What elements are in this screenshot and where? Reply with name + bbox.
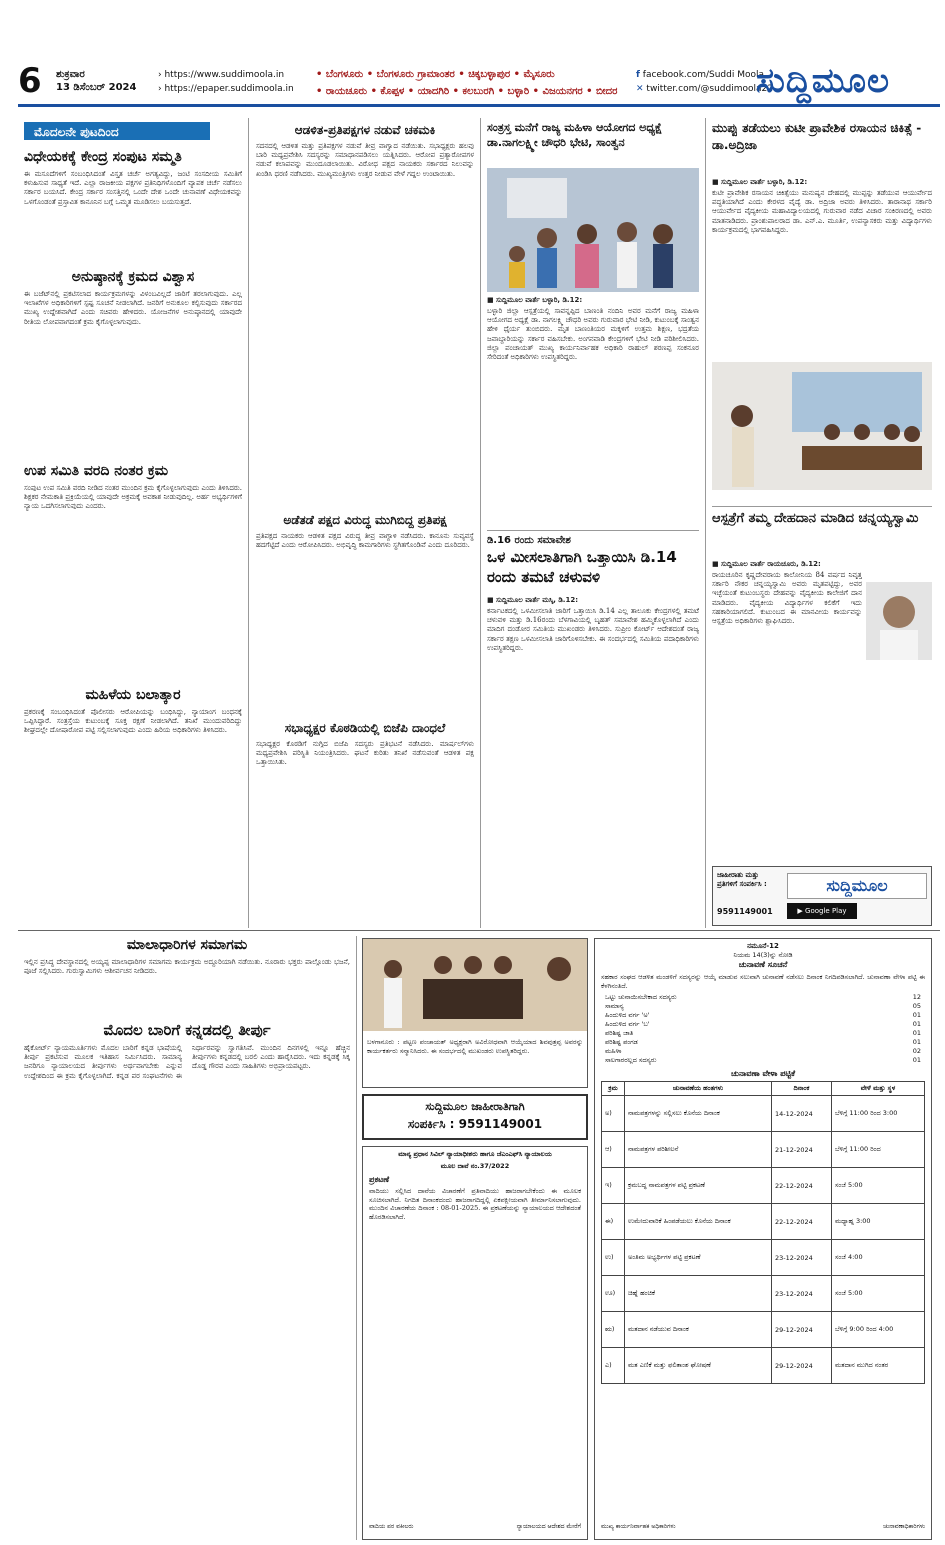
article-body-donation: [712, 560, 862, 860]
schedule-cell: ಆ): [602, 1132, 625, 1168]
section-rule: [712, 506, 932, 507]
article-subcommittee: [24, 462, 242, 662]
seat-label: ಪರಿಶಿಷ್ಟ ಜಾತಿ: [605, 1029, 634, 1038]
section-rule: [487, 530, 699, 531]
column-divider: [705, 118, 706, 928]
page-number: 6: [18, 61, 42, 101]
seat-row: [605, 1038, 921, 1047]
schedule-cell: ಸಂಜೆ 4:00: [831, 1240, 924, 1276]
article-women-commission-head: [487, 120, 699, 166]
schedule-cell: ಎ): [602, 1348, 625, 1384]
headline: ಅಡೆತಡೆ ಪಕ್ಷದ ವಿರುದ್ಧ ಮುಗಿಬಿದ್ದ ಪ್ರತಿಪಕ್ಷ: [283, 513, 447, 527]
headline: ಒಳ ಮೀಸಲಾತಿಗಾಗಿ ಒತ್ತಾಯಿಸಿ ಡಿ.14 ರಂದು ತಮಟೆ ಚಳುವಳಿ: [487, 548, 677, 586]
schedule-cell: ಈ): [602, 1204, 625, 1240]
seat-value: 01: [912, 1020, 921, 1029]
schedule-cell: ಇ): [602, 1168, 625, 1204]
play-icon: ▶: [797, 907, 803, 915]
website-links: [158, 68, 294, 96]
social-links: [636, 68, 773, 96]
schedule-cell: 23-12-2024: [771, 1276, 831, 1312]
article-body: ಬಳ್ಳಾರಿ ಜಿಲ್ಲಾ ಆಸ್ಪತ್ರೆಯಲ್ಲಿ ಸಾವನ್ನಪ್ಪಿದ ಬಾಣಂತಿ ನಂದಿನಿ ಅವರ ಮನೆಗೆ ರಾಜ್ಯ ಮಹಿಳಾ ಆಯೋಗದ ಅಧ್ಯಕ್ಷೆ ಡಾ. ನಾಗಲಕ್ಷ್ಮಿ ಚೌಧರಿ ಅವರು ಗುರುವಾರ ಭೇಟಿ ನೀಡಿ, ಕುಟುಂಬಕ್ಕೆ ಸಾಂತ್ವನ ಹೇಳಿ ಧೈರ್ಯ ತುಂಬಿದರು. ಮೃತ ಬಾಣಂತಿಯರ ಮಕ್ಕಳಿಗೆ ಉತ್ತಮ ಶಿಕ್ಷಣ, ಭದ್ರತೆಯ ಜವಾಬ್ದಾರಿಯನ್ನು ಸರ್ಕಾರ ವಹಿಸಬೇಕು. ಅಂಗನವಾಡಿ ಕೇಂದ್ರಗಳಿಗೆ ಭೇಟಿ ನೀಡಿ ಪರಿಶೀಲಿಸಿದರು. ಜಿಲ್ಲಾ ಪಂಚಾಯತ್ ಮುಖ್ಯ ಕಾರ್ಯನಿರ್ವಾಹಕ ಅಧಿಕಾರಿ ರಾಹುಲ್ ಶರಣಪ್ಪ ಸಂಕನೂರ ಸೇರಿದಂತೆ ಅಧಿಕಾರಿಗಳು ಉಪಸ್ಥಿತರಿದ್ದರು.: [487, 307, 699, 362]
article-women-commission: [487, 296, 699, 524]
byline: ■ ಸುದ್ದಿಮೂಲ ವಾರ್ತೆ ಬಳ್ಳಾರಿ, ಡಿ.12:: [712, 178, 808, 186]
schedule-cell: 23-12-2024: [771, 1240, 831, 1276]
ad-contact-box: [362, 1094, 588, 1140]
notice-body: ವಾದಿಯು ಸಲ್ಲಿಸಿದ ದಾವೆಯ ವಿಚಾರಣೆಗೆ ಪ್ರತಿವಾದಿಯು ಹಾಜರಾಗಬೇಕೆಂದು ಈ ಮೂಲಕ ಸೂಚಿಸಲಾಗಿದೆ. ನಿಗದಿತ ದಿನಾಂಕದಂದು ಹಾಜರಾಗದಿದ್ದಲ್ಲಿ ಏಕಪಕ್ಷೀಯವಾಗಿ ತೀರ್ಮಾನಿಸಲಾಗುವುದು. ಮುಂದಿನ ವಿಚಾರಣೆಯ ದಿನಾಂಕ : 08-01-2025. ಈ ಪ್ರಕಟಣೆಯನ್ನು ನ್ಯಾಯಾಲಯದ ಆದೇಶದಂತೆ ಹೊರಡಿಸಲಾಗಿದೆ.: [369, 1187, 581, 1221]
promo-logo: ಸುದ್ದಿಮೂಲ: [787, 873, 927, 899]
schedule-header-cell: ವೇಳೆ ಮತ್ತು ಸ್ಥಳ: [831, 1082, 924, 1096]
article-implementation: [24, 268, 242, 458]
byline: ■ ಸುದ್ದಿಮೂಲ ವಾರ್ತೆ ಮಸ್ಕಿ, ಡಿ.12:: [487, 596, 579, 604]
schedule-cell: ಋ): [602, 1312, 625, 1348]
article-ayurveda: [712, 178, 932, 358]
news-photo: [487, 168, 699, 292]
article-body: ಸಭಾಧ್ಯಕ್ಷರ ಕೊಠಡಿಗೆ ನುಗ್ಗಿದ ಬಿಜೆಪಿ ಸದಸ್ಯರು ಪ್ರತಿಭಟನೆ ನಡೆಸಿದರು. ಮಾರ್ಷಲ್‌ಗಳು ಮಧ್ಯಪ್ರವೇಶಿಸಿ ಪರಿಸ್ಥಿತಿ ನಿಯಂತ್ರಿಸಿದರು. ಘಟನೆ ಕುರಿತು ತನಿಖೆ ನಡೆಸುವಂತೆ ಆಡಳಿತ ಪಕ್ಷ ಒತ್ತಾಯಿಸಿತು.: [256, 740, 474, 767]
article-assembly-clash: [256, 122, 474, 452]
ad-contact-line1: ಸುದ್ದಿಮೂಲ ಜಾಹೀರಾತಿಗಾಗಿ: [425, 1100, 525, 1113]
headline: ಆಸ್ಪತ್ರೆಗೆ ತಮ್ಮ ದೇಹದಾನ ಮಾಡಿದ ಚನ್ನಯ್ಯಸ್ವಾಮಿ: [712, 511, 919, 526]
schedule-row: [602, 1276, 925, 1312]
schedule-cell: 29-12-2024: [771, 1312, 831, 1348]
schedule-header-cell: ದಿನಾಂಕ: [771, 1082, 831, 1096]
masthead: [18, 62, 940, 100]
seat-value: 01: [912, 1029, 921, 1038]
photo-ad: [362, 938, 588, 1088]
article-body: ಹೈಕೋರ್ಟ್ ನ್ಯಾಯಮೂರ್ತಿಗಳು ಮೊದಲ ಬಾರಿಗೆ ಕನ್ನಡ ಭಾಷೆಯಲ್ಲಿ ತೀರ್ಪು ಪ್ರಕಟಿಸುವ ಮೂಲಕ ಇತಿಹಾಸ ನಿರ್ಮಿಸಿದರು. ಸಾಮಾನ್ಯ ಜನರಿಗೂ ನ್ಯಾಯಾಲಯದ ತೀರ್ಪುಗಳು ಅರ್ಥವಾಗಬೇಕು ಎನ್ನುವ ಉದ್ದೇಶದಿಂದ ಈ ಕ್ರಮ ಕೈಗೊಳ್ಳಲಾಗಿದೆ. ಕನ್ನಡ ಪರ ಸಂಘಟನೆಗಳು ಈ ನಿರ್ಧಾರವನ್ನು ಸ್ವಾಗತಿಸಿವೆ. ಮುಂದಿನ ದಿನಗಳಲ್ಲಿ ಇನ್ನೂ ಹೆಚ್ಚಿನ ತೀರ್ಪುಗಳು ಕನ್ನಡದಲ್ಲಿ ಬರಲಿ ಎಂದು ಹಾರೈಸಿದರು. ಇದು ಕನ್ನಡಕ್ಕೆ ಸಿಕ್ಕ ದೊಡ್ಡ ಗೌರವ ಎಂದು ಸಾಹಿತಿಗಳು ಅಭಿಪ್ರಾಯಪಟ್ಟರು.: [24, 1044, 350, 1080]
article-body-donation-head: [712, 510, 932, 556]
article-body: ಇಲ್ಲಿನ ಪ್ರಸಿದ್ಧ ದೇವಸ್ಥಾನದಲ್ಲಿ ಅಯ್ಯಪ್ಪ ಮಾಲಾಧಾರಿಗಳ ಸಮಾಗಮ ಕಾರ್ಯಕ್ರಮ ಅದ್ದೂರಿಯಾಗಿ ನಡೆಯಿತು. ನೂರಾರು ಭಕ್ತರು ಪಾಲ್ಗೊಂಡು ಭಜನೆ, ಪೂಜೆ ಸಲ್ಲಿಸಿದರು. ಗುರುಸ್ವಾಮಿಗಳು ಆಶೀರ್ವಚನ ನೀಡಿದರು.: [24, 958, 350, 976]
seat-label: ಸಾಮಾನ್ಯ: [605, 1002, 624, 1011]
article-reservation-head: [487, 534, 699, 594]
schedule-cell: ನಾಮಪತ್ರಗಳನ್ನು ಸಲ್ಲಿಸಲು ಕೊನೆಯ ದಿನಾಂಕ: [625, 1096, 772, 1132]
schedule-title: ಚುನಾವಣಾ ವೇಳಾ ಪಟ್ಟಿಕೆ: [730, 1069, 796, 1079]
article-opposition: [256, 512, 474, 682]
promo-label: ಜಾಹೀರಾತು ಮತ್ತು ಪ್ರತಿಗಳಿಗೆ ಸಂಪರ್ಕಿಸಿ :: [717, 871, 767, 888]
article-body: ರಾಯಚೂರಿನ ಕೃಷ್ಣದೇವರಾಯ ಕಾಲೋನಿಯ 84 ವರ್ಷದ ನಿವೃತ್ತ ಸರ್ಕಾರಿ ನೌಕರ ಚನ್ನಯ್ಯಸ್ವಾಮಿ ಅವರು ಮೃತಪಟ್ಟಿದ್ದು, ಅವರ ಇಚ್ಛೆಯಂತೆ ಕುಟುಂಬಸ್ಥರು ದೇಹವನ್ನು ವೈದ್ಯಕೀಯ ಕಾಲೇಜಿಗೆ ದಾನ ಮಾಡಿದರು. ವೈದ್ಯಕೀಯ ವಿದ್ಯಾರ್ಥಿಗಳ ಕಲಿಕೆಗೆ ಇದು ಸಹಕಾರಿಯಾಗಲಿದೆ. ಕುಟುಂಬದ ಈ ಮಾನವೀಯ ಕಾರ್ಯವನ್ನು ಆಸ್ಪತ್ರೆಯ ಅಧಿಕಾರಿಗಳು ಶ್ಲಾಘಿಸಿದರು.: [712, 571, 862, 626]
ad-contact-line2: ಸಂಪರ್ಕಿಸಿ : 9591149001: [407, 1117, 543, 1131]
schedule-cell: ಮತ ಎಣಿಕೆ ಮತ್ತು ಫಲಿತಾಂಶ ಘೋಷಣೆ: [625, 1348, 772, 1384]
schedule-cell: ಕ್ರಮಬದ್ಧ ನಾಮಪತ್ರಗಳ ಪಟ್ಟಿ ಪ್ರಕಟಣೆ: [625, 1168, 772, 1204]
seat-label: ಮಹಿಳಾ: [605, 1047, 622, 1056]
subscription-promo[interactable]: [712, 866, 932, 926]
issue-date: ಶುಕ್ರವಾರ 13 ಡಿಸೆಂಬರ್ 2024: [56, 69, 137, 93]
article-body: ಕರ್ನಾಟಕದಲ್ಲಿ ಒಳಮೀಸಲಾತಿ ಜಾರಿಗೆ ಒತ್ತಾಯಿಸಿ ಡಿ.14 ಎಲ್ಲ ತಾಲೂಕು ಕೇಂದ್ರಗಳಲ್ಲಿ ತಮಟೆ ಚಳುವಳಿ ಮತ್ತು ಡಿ.16ರಂದು ಬೆಳಗಾವಿಯಲ್ಲಿ ಬೃಹತ್ ಸಮಾವೇಶ ಹಮ್ಮಿಕೊಳ್ಳಲಾಗಿದೆ ಎಂದು ಮಾದಿಗ ದಂಡೋರ ಸಮಿತಿಯ ಮುಖಂಡರು ತಿಳಿಸಿದರು. ಸುಪ್ರೀಂ ಕೋರ್ಟ್ ಆದೇಶದಂತೆ ರಾಜ್ಯ ಸರ್ಕಾರ ತಕ್ಷಣ ಒಳಮೀಸಲಾತಿ ಜಾರಿಗೊಳಿಸಬೇಕು. ಈ ಸಂದರ್ಭದಲ್ಲಿ ಸಮಿತಿಯ ಪದಾಧಿಕಾರಿಗಳು ಉಪಸ್ಥಿತರಿದ್ದರು.: [487, 607, 699, 652]
schedule-header-cell: ಚುನಾವಣೆಯ ಹಂತಗಳು: [625, 1082, 772, 1096]
epaper-link[interactable]: › https://epaper.suddimoola.in: [158, 84, 294, 94]
google-play-badge[interactable]: ▶ Google Play: [787, 903, 857, 919]
article-body: ಕುಟೀ ಪ್ರಾವೇಶಿಕ ರಸಾಯನ ಚಿಕಿತ್ಸೆಯು ಮನುಷ್ಯನ ದೇಹದಲ್ಲಿ ಮುಪ್ಪನ್ನು ತಡೆಯುವ ಆಯುರ್ವೇದ ಪದ್ಧತಿಯಾಗಿದೆ ಎಂದು ಕೇರಳದ ವೈದ್ಯೆ ಡಾ. ಅದ್ರಿಜಾ ಅವರು ತಿಳಿಸಿದರು. ತಾರಾನಾಥ ಸರ್ಕಾರಿ ಆಯುರ್ವೇದ ವೈದ್ಯಕೀಯ ಮಹಾವಿದ್ಯಾಲಯದಲ್ಲಿ ಗುರುವಾರ ನಡೆದ ವಿಚಾರ ಸಂಕಿರಣದಲ್ಲಿ ಅವರು ಮಾತನಾಡಿದರು. ಪ್ರಾಂಶುಪಾಲರಾದ ಡಾ. ಎನ್.ಎ. ಮೂರ್ತಿ, ಉಪನ್ಯಾಸಕರು ಮತ್ತು ವಿದ್ಯಾರ್ಥಿಗಳು ಕಾರ್ಯಕ್ರಮದಲ್ಲಿ ಭಾಗವಹಿಸಿದ್ದರು.: [712, 189, 932, 234]
article-ayurveda-head: [712, 120, 932, 166]
seat-row: [605, 1020, 921, 1029]
article-cabinet: [24, 148, 242, 268]
schedule-header-row: [602, 1082, 925, 1096]
article-assault: [24, 686, 242, 916]
seat-value: 05: [912, 1002, 921, 1011]
schedule-cell: ಊ): [602, 1276, 625, 1312]
seat-row: [605, 993, 921, 1002]
seat-list: [595, 993, 931, 1065]
schedule-row: [602, 1204, 925, 1240]
seat-label: ಪರಿಶಿಷ್ಟ ಪಂಗಡ: [605, 1038, 638, 1047]
schedule-row: [602, 1348, 925, 1384]
article-body: ಈ ಬಜೆಟ್‌ನಲ್ಲಿ ಪ್ರಕಟಿಸಲಾದ ಕಾರ್ಯಕ್ರಮಗಳನ್ನು ವಿಳಂಬವಿಲ್ಲದೆ ಜಾರಿಗೆ ತರಲಾಗುವುದು. ಎಲ್ಲ ಇಲಾಖೆಗಳ ಅಧಿಕಾರಿಗಳಿಗೆ ಸ್ಪಷ್ಟ ಸೂಚನೆ ನೀಡಲಾಗಿದೆ. ಜನರಿಗೆ ಅನುಕೂಲ ಕಲ್ಪಿಸುವುದು ಸರ್ಕಾರದ ಮುಖ್ಯ ಉದ್ದೇಶವಾಗಿದೆ ಎಂದು ಸಚಿವರು ಹೇಳಿದರು. ಯೋಜನೆಗಳ ಅನುಷ್ಠಾನದಲ್ಲಿ ಯಾವುದೇ ರೀತಿಯ ಲೋಪವಾಗದಂತೆ ಕ್ರಮ ಕೈಗೊಳ್ಳಲಾಗುವುದು.: [24, 290, 242, 326]
event-photo: [712, 362, 932, 490]
masthead-rule: [18, 104, 940, 107]
column-divider: [248, 118, 249, 928]
newspaper-logo: ಸುದ್ದಿಮೂಲ: [756, 61, 890, 101]
schedule-cell: ಉಮೇದುವಾರಿಕೆ ಹಿಂಪಡೆಯಲು ಕೊನೆಯ ದಿನಾಂಕ: [625, 1204, 772, 1240]
schedule-cell: ಬೆಳಿಗ್ಗೆ 11:00 ರಿಂದ 3:00: [831, 1096, 924, 1132]
subheadline: ಡಿ.16 ರಂದು ಸಮಾವೇಶ: [487, 535, 571, 546]
schedule-row: [602, 1168, 925, 1204]
seat-row: [605, 1047, 921, 1056]
schedule-table: [601, 1081, 925, 1384]
seat-value: 01: [912, 1011, 921, 1020]
headline: ಮಹಿಳೆಯ ಬಲಾತ್ಕಾರ: [85, 687, 181, 703]
schedule-cell: ಮತದಾನ ನಡೆಯುವ ದಿನಾಂಕ: [625, 1312, 772, 1348]
schedule-cell: ಬೆಳಿಗ್ಗೆ 9:00 ರಿಂದ 4:00: [831, 1312, 924, 1348]
notice-form: ನಮೂನೆ-12: [747, 942, 779, 950]
notice-case: ಮೂಲ ದಾವೆ ನಂ.37/2022: [440, 1162, 510, 1170]
notice-sign-right: ನ್ಯಾಯಾಲಯದ ಆದೇಶದ ಮೇರೆಗೆ: [516, 1523, 581, 1530]
election-notice: [594, 938, 932, 1540]
schedule-cell: ಅಂತಿಮ ಅಭ್ಯರ್ಥಿಗಳ ಪಟ್ಟಿ ಪ್ರಕಟಣೆ: [625, 1240, 772, 1276]
headline: ಮಾಲಾಧಾರಿಗಳ ಸಮಾಗಮ: [126, 937, 248, 953]
bottom-rule: [18, 930, 940, 931]
section-banner: ಮೊದಲನೇ ಪುಟದಿಂದ: [24, 122, 210, 140]
headline: ಅನುಷ್ಠಾನಕ್ಕೆ ಕ್ರಮದ ವಿಶ್ವಾಸ: [71, 269, 195, 285]
schedule-cell: ಸಂಜೆ 5:00: [831, 1276, 924, 1312]
schedule-header-cell: ಕ್ರಮ: [602, 1082, 625, 1096]
article-kannada-verdict: [24, 1020, 350, 1540]
headline: ಮುಪ್ಪು ತಡೆಯಲು ಕುಟೀ ಪ್ರಾವೇಶಿಕ ರಸಾಯನ ಚಿಕಿತ್ಸೆ - ಡಾ.ಅದ್ರಿಜಾ: [712, 121, 922, 152]
headline: ಮೊದಲ ಬಾರಿಗೆ ಕನ್ನಡದಲ್ಲಿ ತೀರ್ಪು: [103, 1021, 271, 1039]
notice-intro: ಸಹಕಾರ ಸಂಘದ ಆಡಳಿತ ಮಂಡಳಿಗೆ ಸದಸ್ಯರನ್ನು ಆಯ್ಕೆ ಮಾಡುವ ಸಲುವಾಗಿ ಚುನಾವಣೆ ನಡೆಸಲು ದಿನಾಂಕ ನಿಗದಿಪಡಿಸಲಾಗಿದೆ. ಚುನಾವಣಾ ವೇಳಾ ಪಟ್ಟಿ ಈ ಕೆಳಗಿನಂತಿದೆ.: [601, 973, 925, 990]
seat-label: ಹಿಂದುಳಿದ ವರ್ಗ 'ಅ': [605, 1011, 650, 1020]
notice-head: ಪ್ರಕಟಣೆ: [369, 1175, 390, 1184]
photo-caption: ಬಳಗಾನೂರು : ಪಟ್ಟಣ ಪಂಚಾಯತ್ ಅಧ್ಯಕ್ಷರಾಗಿ ಅವಿರೋಧವಾಗಿ ಆಯ್ಕೆಯಾದ ಶಿವಪುತ್ರಪ್ಪ ಅವರನ್ನು ಕಾರ್ಯಕರ್ತರು ಸನ್ಮಾನಿಸಿದರು. ಈ ಸಂದರ್ಭದಲ್ಲಿ ಮುಖಂಡರು ಉಪಸ್ಥಿತರಿದ್ದರು.: [367, 1038, 583, 1055]
column-divider: [356, 936, 357, 1540]
headline: ಆಡಳಿತ-ಪ್ರತಿಪಕ್ಷಗಳ ನಡುವೆ ಚಕಮಕಿ: [294, 123, 436, 137]
photo-illustration: [487, 168, 699, 292]
notice-title: ಚುನಾವಣೆ ಸೂಚನೆ: [738, 960, 788, 969]
promo-phone: 9591149001: [717, 907, 773, 916]
seat-value: 01: [912, 1056, 921, 1065]
seat-value: 02: [912, 1047, 921, 1056]
schedule-cell: ಅ): [602, 1096, 625, 1132]
seat-row: [605, 1011, 921, 1020]
court-notice: [362, 1146, 588, 1540]
seat-value: 12: [912, 993, 921, 1002]
notice-sign-left: ಮುಖ್ಯ ಕಾರ್ಯನಿರ್ವಾಹಕ ಅಧಿಕಾರಿಗಳು: [601, 1523, 676, 1530]
notice-title: ಮಾನ್ಯ ಪ್ರಧಾನ ಸಿವಿಲ್ ನ್ಯಾಯಾಧೀಶರು ಹಾಗೂ ಜೆಎಂಎಫ್‌ಸಿ ನ್ಯಾಯಾಲಯ: [398, 1150, 552, 1158]
article-body: ಪ್ರತಿಪಕ್ಷದ ನಾಯಕರು ಆಡಳಿತ ಪಕ್ಷದ ವಿರುದ್ಧ ತೀವ್ರ ವಾಗ್ದಾಳಿ ನಡೆಸಿದರು. ಕಾನೂನು ಸುವ್ಯವಸ್ಥೆ ಹದಗೆಟ್ಟಿದೆ ಎಂದು ಆರೋಪಿಸಿದರು. ಅಭಿವೃದ್ಧಿ ಕಾಮಗಾರಿಗಳು ಸ್ಥಗಿತಗೊಂಡಿವೆ ಎಂದು ದೂರಿದರು.: [256, 532, 474, 550]
website-link[interactable]: › https://www.suddimoola.in: [158, 70, 285, 80]
column-divider: [480, 118, 481, 928]
schedule-cell: ನಾಮಪತ್ರಗಳ ಪರಿಶೀಲನೆ: [625, 1132, 772, 1168]
schedule-cell: 14-12-2024: [771, 1096, 831, 1132]
schedule-cell: ಸಂಜೆ 5:00: [831, 1168, 924, 1204]
notice-rule: ನಿಯಮ 14(3)ನ್ನು ನೋಡಿ: [733, 951, 793, 959]
seat-row: [605, 1002, 921, 1011]
schedule-cell: 22-12-2024: [771, 1168, 831, 1204]
seat-label: ಸಾಲಗಾರರಲ್ಲದ ಸದಸ್ಯರು: [605, 1056, 657, 1065]
article-body: ಪ್ರಕರಣಕ್ಕೆ ಸಂಬಂಧಿಸಿದಂತೆ ಪೊಲೀಸರು ಆರೋಪಿಯನ್ನು ಬಂಧಿಸಿದ್ದು, ನ್ಯಾಯಾಂಗ ಬಂಧನಕ್ಕೆ ಒಪ್ಪಿಸಿದ್ದಾರೆ. ಸಂತ್ರಸ್ತೆಯ ಕುಟುಂಬಕ್ಕೆ ಸೂಕ್ತ ರಕ್ಷಣೆ ನೀಡಲಾಗಿದೆ. ತನಿಖೆ ಮುಂದುವರಿದಿದ್ದು ಶೀಘ್ರದಲ್ಲೇ ದೋಷಾರೋಪ ಪಟ್ಟಿ ಸಲ್ಲಿಸಲಾಗುವುದು ಎಂದು ಹಿರಿಯ ಅಧಿಕಾರಿಗಳು ತಿಳಿಸಿದರು.: [24, 708, 242, 735]
byline: ■ ಸುದ್ದಿಮೂಲ ವಾರ್ತೆ ರಾಯಚೂರು, ಡಿ.12:: [712, 560, 821, 568]
schedule-row: [602, 1240, 925, 1276]
headline: ಸಂತ್ರಸ್ತ ಮನೆಗೆ ರಾಜ್ಯ ಮಹಿಳಾ ಆಯೋಗದ ಅಧ್ಯಕ್ಷೆ ಡಾ.ನಾಗಲಕ್ಷ್ಮೀ ಚೌಧರಿ ಭೇಟಿ, ಸಾಂತ್ವನ: [487, 121, 663, 149]
article-body: ಸದನದಲ್ಲಿ ಆಡಳಿತ ಮತ್ತು ಪ್ರತಿಪಕ್ಷಗಳ ನಡುವೆ ತೀವ್ರ ವಾಗ್ವಾದ ನಡೆಯಿತು. ಸಭಾಧ್ಯಕ್ಷರು ಹಲವು ಬಾರಿ ಮಧ್ಯಪ್ರವೇಶಿಸಿ ಸದಸ್ಯರನ್ನು ಸಮಾಧಾನಪಡಿಸಲು ಯತ್ನಿಸಿದರು. ಆರೋಪ ಪ್ರತ್ಯಾರೋಪಗಳ ನಡುವೆ ಕಲಾಪವನ್ನು ಮುಂದೂಡಲಾಯಿತು. ವಿರೋಧ ಪಕ್ಷದ ನಾಯಕರು ಸರ್ಕಾರದ ನಿಲುವನ್ನು ಖಂಡಿಸಿ ಧರಣಿ ನಡೆಸಿದರು. ಮುಖ್ಯಮಂತ್ರಿಗಳು ಉತ್ತರ ನೀಡುವ ವೇಳೆ ಗದ್ದಲ ಉಂಟಾಯಿತು.: [256, 142, 474, 178]
notice-sign-left: ವಾದಿಯ ಪರ ವಕೀಲರು: [369, 1523, 414, 1530]
portrait-illustration: [866, 582, 932, 660]
schedule-cell: ಮತದಾನ ಮುಗಿದ ನಂತರ: [831, 1348, 924, 1384]
article-body: ಸಂಪುಟ ಉಪ ಸಮಿತಿ ವರದಿ ನೀಡಿದ ನಂತರ ಮುಂದಿನ ಕ್ರಮ ಕೈಗೊಳ್ಳಲಾಗುವುದು ಎಂದು ತಿಳಿಸಿದರು. ಶಿಕ್ಷಕರ ನೇಮಕಾತಿ ಪ್ರಕ್ರಿಯೆಯಲ್ಲಿ ಯಾವುದೇ ಅಕ್ರಮಕ್ಕೆ ಅವಕಾಶ ನೀಡುವುದಿಲ್ಲ. ಅರ್ಹ ಅಭ್ಯರ್ಥಿಗಳಿಗೆ ನ್ಯಾಯ ಒದಗಿಸಲಾಗುವುದು ಎಂದರು.: [24, 484, 242, 511]
schedule-cell: ಚಿಹ್ನೆ ಹಂಚಿಕೆ: [625, 1276, 772, 1312]
headline: ಉಪ ಸಮಿತಿ ವರದಿ ನಂತರ ಕ್ರಮ: [24, 463, 169, 479]
seat-label: ಒಟ್ಟು ಚುನಾಯಿಸಬೇಕಾದ ಸದಸ್ಯರು: [605, 993, 677, 1002]
seat-label: ಹಿಂದುಳಿದ ವರ್ಗ 'ಬ': [605, 1020, 650, 1029]
schedule-cell: ಉ): [602, 1240, 625, 1276]
schedule-cell: ಮಧ್ಯಾಹ್ನ 3:00: [831, 1204, 924, 1240]
twitter-link[interactable]: ✕ twitter.com/@suddimoola22: [636, 84, 773, 94]
schedule-row: [602, 1312, 925, 1348]
article-reservation: [487, 596, 699, 926]
headline: ಸಭಾಧ್ಯಕ್ಷರ ಕೊಠಡಿಯಲ್ಲಿ ಬಿಜೆಪಿ ದಾಂಧಲೆ: [284, 721, 446, 735]
facebook-link[interactable]: f facebook.com/Suddi Moola: [636, 70, 765, 80]
article-devotees: [24, 936, 350, 1016]
seat-row: [605, 1056, 921, 1065]
article-speaker-room: [256, 720, 474, 920]
schedule-row: [602, 1132, 925, 1168]
seat-value: 01: [912, 1038, 921, 1047]
byline: ■ ಸುದ್ದಿಮೂಲ ವಾರ್ತೆ ಬಳ್ಳಾರಿ, ಡಿ.12:: [487, 296, 583, 304]
group-photo: [363, 939, 587, 1031]
schedule-cell: ಬೆಳಿಗ್ಗೆ 11:00 ರಿಂದ: [831, 1132, 924, 1168]
notice-sign-right: ಚುನಾವಣಾಧಿಕಾರಿಗಳು: [883, 1523, 925, 1530]
photo-illustration: [712, 362, 932, 490]
portrait-photo: [866, 582, 932, 660]
schedule-cell: 29-12-2024: [771, 1348, 831, 1384]
seat-row: [605, 1029, 921, 1038]
headline: ವಿಧೇಯಕಕ್ಕೆ ಕೇಂದ್ರ ಸಂಪುಟ ಸಮ್ಮತಿ: [24, 149, 182, 165]
article-body: ಈ ಮಸೂದೆಗಳಿಗೆ ಸಂಬಂಧಿಸಿದಂತೆ ವಿಸ್ತೃತ ಚರ್ಚೆ ಅಗತ್ಯವಿದ್ದು, ಜಂಟಿ ಸಂಸದೀಯ ಸಮಿತಿಗೆ ಕಳುಹಿಸುವ ಸಾಧ್ಯತೆ ಇದೆ. ಎಲ್ಲಾ ರಾಜಕೀಯ ಪಕ್ಷಗಳ ಪ್ರತಿನಿಧಿಗಳೊಂದಿಗೆ ವ್ಯಾಪಕ ಚರ್ಚೆ ನಡೆಸಲು ಸರ್ಕಾರ ಬಯಸಿದೆ. ಕೇಂದ್ರ ಸರ್ಕಾರ ಸಂಸತ್ತಿನಲ್ಲಿ ಒಂದೇ ದೇಶ ಒಂದೇ ಚುನಾವಣೆ ವಿಧೇಯಕವನ್ನು ಒಳಗೊಂಡಂತೆ ಪ್ರಸ್ತಾವಿತ ಕಾನೂನಿನ ಬಗ್ಗೆ ಒಮ್ಮತ ಮೂಡಿಸಲು ಬಯಸುತ್ತದೆ.: [24, 170, 242, 206]
district-list: • ಬೆಂಗಳೂರು • ಬೆಂಗಳೂರು ಗ್ರಾಮಾಂತರ • ಚಿಕ್ಕಬಳ್ಳಾಪುರ • ಮೈಸೂರು • ರಾಯಚೂರು • ಕೊಪ್ಪಳ • ಯಾದಗಿರಿ • ಕಲಬುರಗಿ • ಬಳ್ಳಾರಿ • ವಿಜಯನಗರ • ಬೀದರ: [316, 69, 618, 97]
facebook-icon: f: [636, 70, 640, 80]
schedule-cell: 21-12-2024: [771, 1132, 831, 1168]
schedule-row: [602, 1096, 925, 1132]
twitter-icon: ✕: [636, 84, 644, 94]
schedule-cell: 22-12-2024: [771, 1204, 831, 1240]
